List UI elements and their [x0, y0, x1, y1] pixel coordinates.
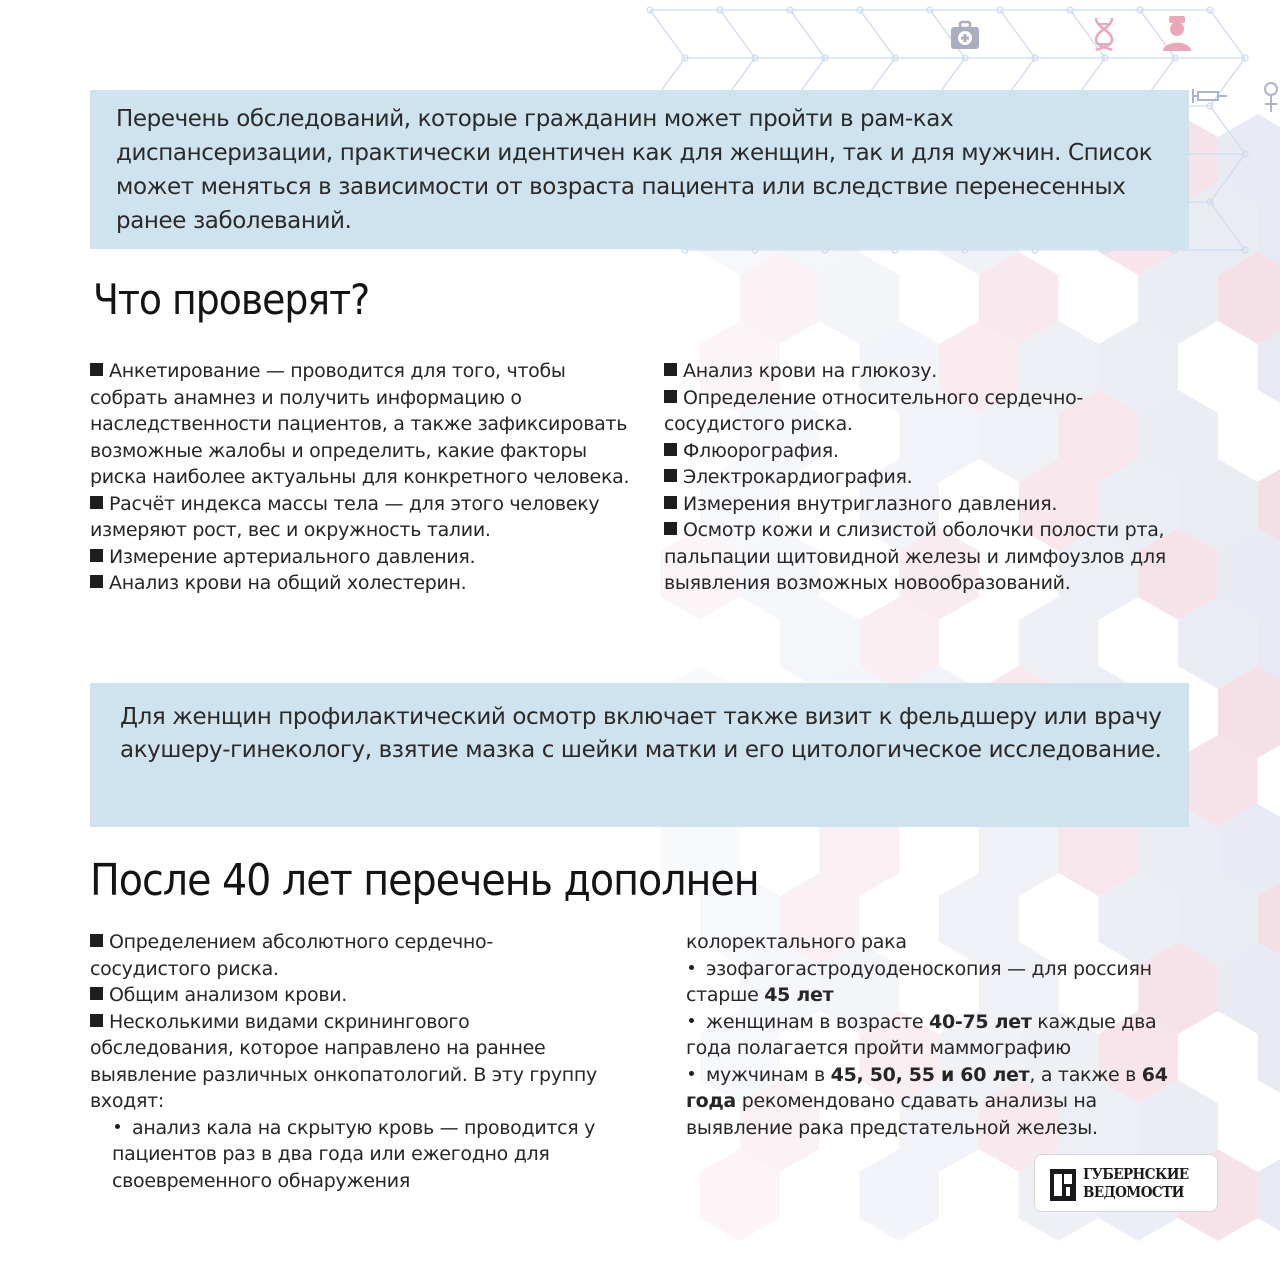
- list-item: Определением абсолютного сердечно-сосудистого риска.: [90, 931, 493, 980]
- checks-list-left: [90, 358, 630, 597]
- list-item: Несколькими видами скринингового обследования, которое направлено на раннее выявление различных онкопатологий. В эту группу входят:: [90, 1010, 597, 1112]
- bullet-square-icon: [664, 522, 677, 535]
- bullet-square-icon: [90, 987, 103, 1000]
- bullet-dot-icon: [689, 965, 694, 970]
- list-item: Анализ крови на глюкозу.: [664, 358, 1174, 385]
- bullet-square-icon: [664, 363, 677, 376]
- publisher-logo: [1034, 1154, 1218, 1212]
- bullet-square-icon: [90, 363, 103, 376]
- logo-mark-icon: [1050, 1169, 1076, 1201]
- female-symbol-icon: [1262, 80, 1280, 114]
- list-item: Измерение артериального давления.: [90, 544, 630, 571]
- list-item: Расчёт индекса массы тела — для этого человеку измеряют рост, вес и окружность талии.: [90, 492, 600, 541]
- list-item: Анализ крови на общий холестерин.: [90, 570, 630, 597]
- logo-text: ГУБЕРНСКИЕ ВЕДОМОСТИ: [1083, 1165, 1189, 1201]
- bullet-square-icon: [664, 390, 677, 403]
- intro-box: [90, 90, 1189, 249]
- after40-list-left: [90, 929, 610, 1194]
- after40-list-right: [686, 929, 1206, 1141]
- bullet-square-icon: [90, 549, 103, 562]
- list-item: колоректального рака: [686, 931, 907, 953]
- list-item: Общим анализом крови.: [90, 982, 610, 1009]
- bullet-dot-icon: [115, 1124, 120, 1129]
- section-title-checks: Что проверят?: [93, 275, 370, 324]
- bullet-square-icon: [664, 496, 677, 509]
- bullet-square-icon: [664, 469, 677, 482]
- bullet-dot-icon: [689, 1071, 694, 1076]
- bullet-dot-icon: [689, 1018, 694, 1023]
- checks-list-right: [664, 358, 1174, 597]
- bullet-square-icon: [664, 443, 677, 456]
- list-item: эзофагогастродуоденоскопия — для россиян старше 45 лет: [686, 957, 1152, 1006]
- list-item: Определение относительного сердечно-сосудистого риска.: [664, 386, 1083, 435]
- list-item: Флюорография.: [664, 438, 1174, 465]
- list-item: Анкетирование — проводится для того, чтобы собрать анамнез и получить информацию о наследственности пациентов, а также зафиксировать возможные жалобы и определить, какие факторы риска наиболее актуальны для конкретного человека.: [90, 360, 630, 488]
- bullet-square-icon: [90, 1014, 103, 1027]
- list-item: анализ кала на скрытую кровь — проводится у пациентов раз в два года или ежегодно для своевременного обнаружения: [112, 1116, 596, 1192]
- dna-icon: [1092, 16, 1116, 52]
- doctor-icon: [1160, 14, 1194, 52]
- list-item: Осмотр кожи и слизистой оболочки полости рта, пальпации щитовидной железы и лимфоузлов для выявления возможных новообразований.: [664, 519, 1166, 594]
- bullet-square-icon: [90, 575, 103, 588]
- medkit-icon: [948, 18, 982, 52]
- bullet-square-icon: [90, 934, 103, 947]
- list-item: Измерения внутриглазного давления.: [664, 491, 1174, 518]
- list-item: мужчинам в 45, 50, 55 и 60 лет, а также в 64 года рекомендовано сдавать анализы на выявление рака предстательной железы.: [686, 1063, 1168, 1139]
- list-item: женщинам в возрасте 40-75 лет каждые два года полагается пройти маммографию: [686, 1010, 1157, 1059]
- syringe-icon: [1192, 86, 1228, 106]
- section-title-after-40: После 40 лет перечень дополнен: [90, 855, 759, 906]
- intro-text: Перечень обследований, которые гражданин может пройти в рам-ках диспансеризации, практически идентичен как для женщин, так и для мужчин. Список может меняться в зависимости от возраста пациента или вследствие перенесенных ранее заболеваний.: [116, 106, 1153, 234]
- bullet-square-icon: [90, 496, 103, 509]
- women-text: Для женщин профилактический осмотр включает также визит к фельдшеру или врачу акушеру-гинекологу, взятие мазка с шейки матки и его цитологическое исследование.: [120, 704, 1162, 763]
- list-item: Электрокардиография.: [664, 464, 1174, 491]
- women-box: [90, 683, 1189, 827]
